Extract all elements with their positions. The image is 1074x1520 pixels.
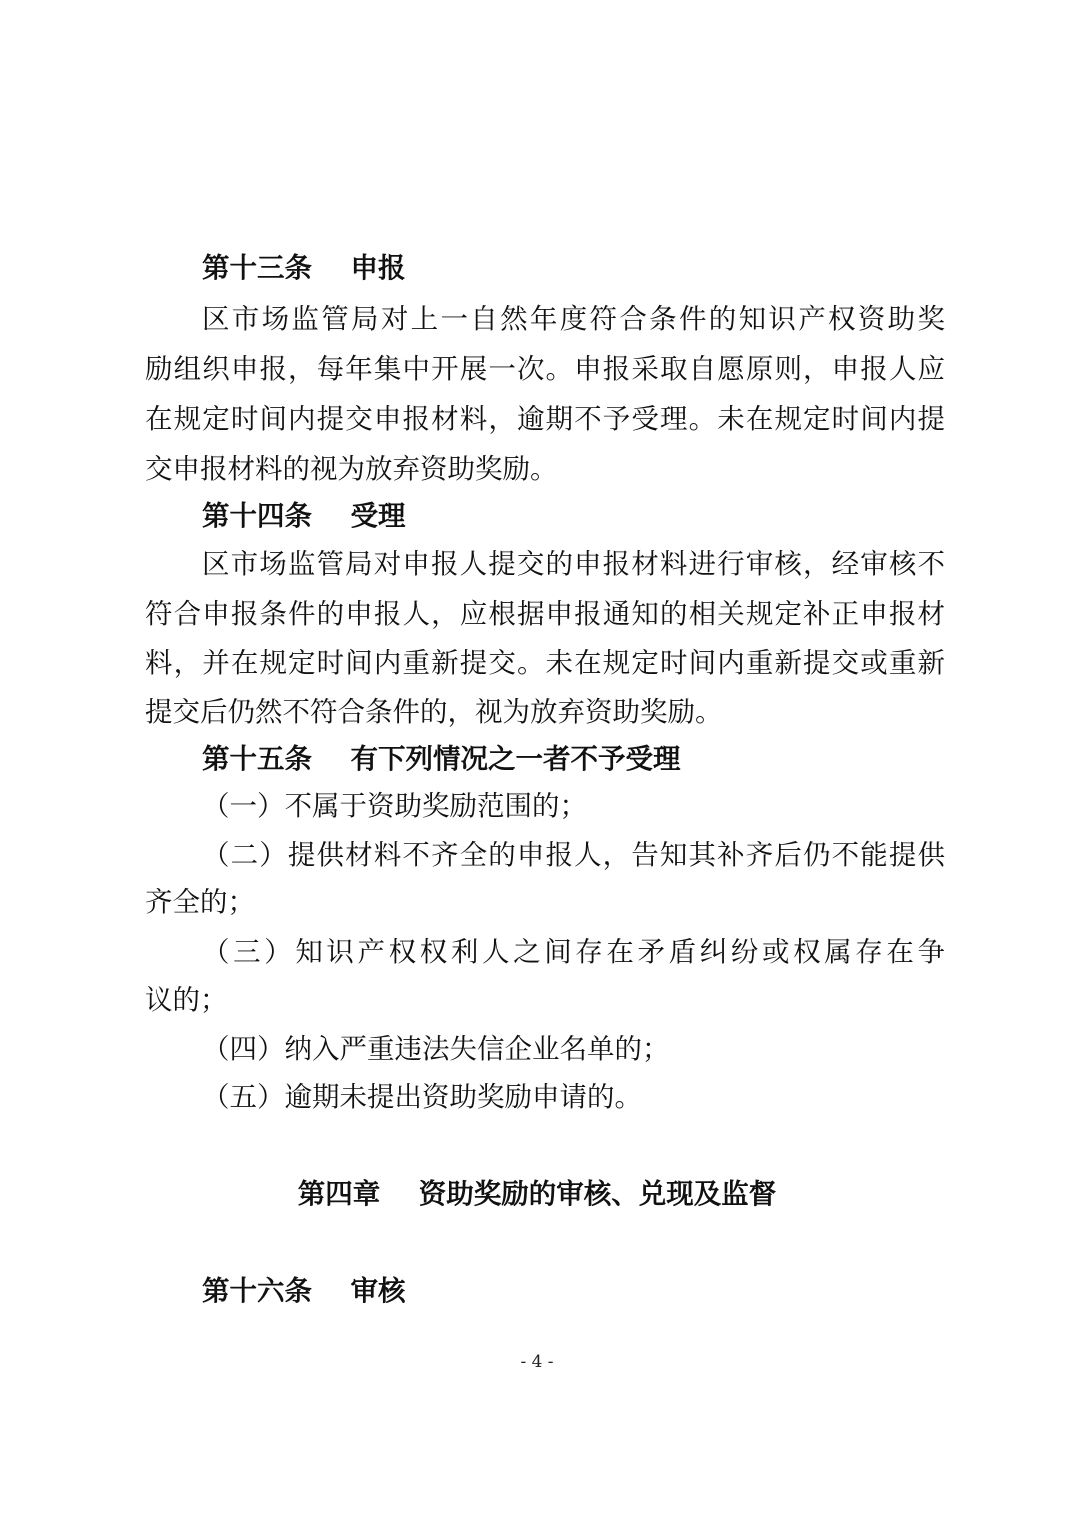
article-16-number: 第十六条 <box>202 1275 312 1307</box>
article-13-title: 申报 <box>350 252 406 284</box>
article-15-item-1: （一）不属于资助奖励范围的； <box>202 790 587 822</box>
article-15-item-3-cont: 议的； <box>145 984 228 1016</box>
chapter-4-number: 第四章 <box>297 1178 381 1210</box>
article-15-heading <box>202 733 681 785</box>
article-14-line-2: 符合申报条件的申报人，应根据申报通知的相关规定补正申报材 <box>145 598 945 630</box>
article-14-title: 受理 <box>350 500 406 532</box>
article-13-heading <box>202 242 406 294</box>
article-14-line-1: 区市场监管局对申报人提交的申报材料进行审核，经审核不 <box>202 548 945 580</box>
article-13-line-1: 区市场监管局对上一自然年度符合条件的知识产权资助奖 <box>202 303 945 335</box>
article-14-line-3: 料，并在规定时间内重新提交。未在规定时间内重新提交或重新 <box>145 647 945 679</box>
article-16-heading <box>202 1265 406 1317</box>
article-13-line-2: 励组织申报，每年集中开展一次。申报采取自愿原则，申报人应 <box>145 353 945 385</box>
article-13-line-4: 交申报材料的视为放弃资助奖励。 <box>145 453 558 485</box>
article-13-line-3: 在规定时间内提交申报材料，逾期不予受理。未在规定时间内提 <box>145 403 945 435</box>
article-14-heading <box>202 490 406 542</box>
article-15-title: 有下列情况之一者不予受理 <box>350 743 681 775</box>
article-15-item-4: （四）纳入严重违法失信企业名单的； <box>202 1033 670 1065</box>
article-13-number: 第十三条 <box>202 252 312 284</box>
article-15-item-2: （二）提供材料不齐全的申报人，告知其补齐后仍不能提供 <box>202 839 945 871</box>
article-15-number: 第十五条 <box>202 743 312 775</box>
article-14-number: 第十四条 <box>202 500 312 532</box>
article-15-item-3: （三）知识产权权利人之间存在矛盾纠纷或权属存在争 <box>202 936 945 968</box>
chapter-4-title <box>0 1168 1074 1220</box>
page-number: - 4 - <box>520 1352 554 1372</box>
chapter-4-name: 资助奖励的审核、兑现及监督 <box>418 1178 777 1210</box>
article-15-item-2-cont: 齐全的； <box>145 886 255 918</box>
article-15-item-5: （五）逾期未提出资助奖励申请的。 <box>202 1081 642 1113</box>
article-16-title: 审核 <box>350 1275 406 1307</box>
article-14-line-4: 提交后仍然不符合条件的，视为放弃资助奖励。 <box>145 696 723 728</box>
